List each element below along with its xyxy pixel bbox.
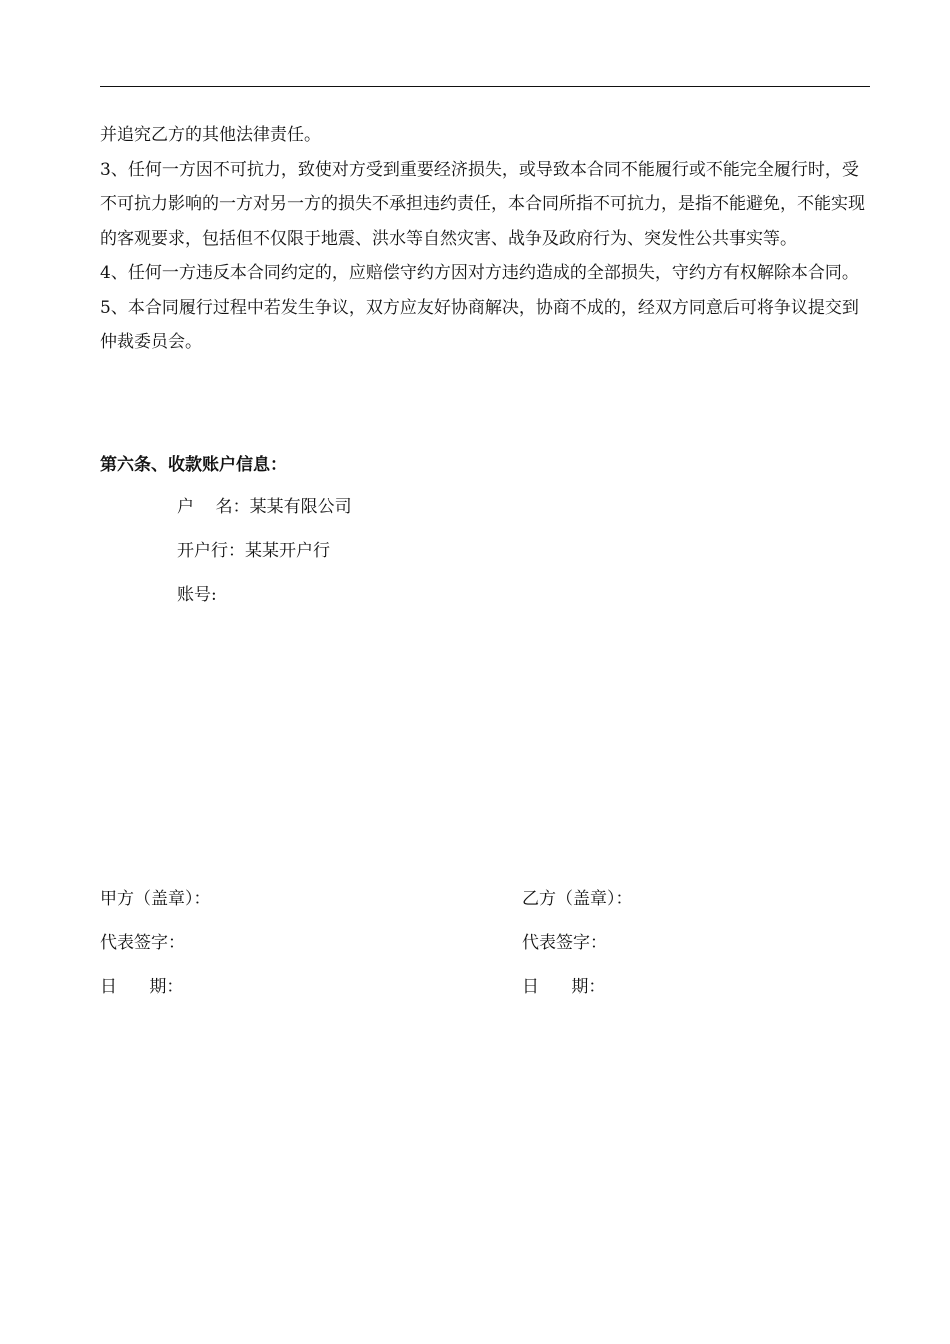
account-bank: 开户行：某某开户行 (177, 541, 330, 561)
account-name: 户 名：某某有限公司 (177, 497, 352, 517)
paragraph-breach-compensation: 4、任何一方违反本合同约定的，应赔偿守约方因对方违约造成的全部损失，守约方有权解除本合同。 (100, 263, 859, 283)
paragraph-liability-continued: 并追究乙方的其他法律责任。 (100, 125, 321, 145)
section-six-title: 第六条、收款账户信息： (100, 455, 287, 475)
account-number: 账号: (177, 585, 217, 605)
paragraph-dispute-resolution: 5、本合同履行过程中若发生争议，双方应友好协商解决，协商不成的，经双方同意后可将争议提交到仲裁委员会。 (100, 297, 859, 352)
account-info (177, 492, 352, 624)
party-b-seal: 乙方（盖章）： (522, 889, 633, 909)
party-a-signature: 代表签字： (100, 933, 185, 953)
signature-block-party-b (522, 884, 633, 1016)
contract-body (100, 118, 872, 360)
party-b-signature: 代表签字： (522, 933, 607, 953)
paragraph-force-majeure: 3、任何一方因不可抗力，致使对方受到重要经济损失，或导致本合同不能履行或不能完全履行时，受不可抗力影响的一方对另一方的损失不承担违约责任，本合同所指不可抗力，是指不能避免，不能实现的客观要求，包括但不仅限于地震、洪水等自然灾害、战争及政府行为、突发性公共事实等。 (100, 159, 865, 249)
party-b-date: 日 期： (522, 977, 606, 997)
signature-block-party-a (100, 884, 211, 1016)
party-a-seal: 甲方（盖章）： (100, 889, 211, 909)
header-rule (100, 86, 870, 87)
party-a-date: 日 期： (100, 977, 184, 997)
